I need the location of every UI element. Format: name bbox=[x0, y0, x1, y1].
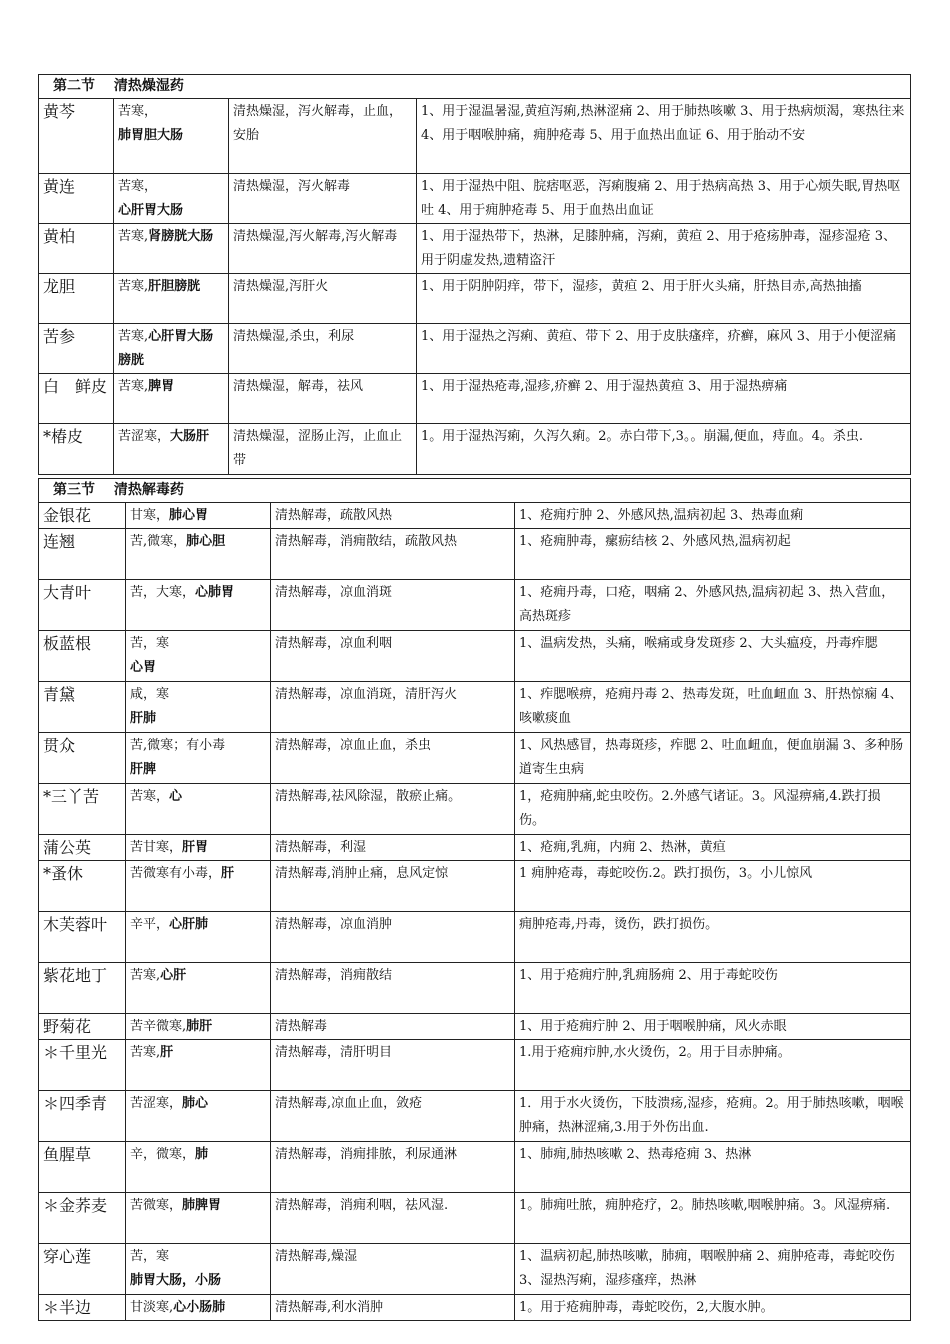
nature-cell bbox=[126, 503, 271, 529]
action-cell: 清热解毒，凉血消斑，清肝泻火 bbox=[271, 682, 515, 733]
indication-cell: 1、温病发热，头痛，喉痛或身发斑疹 2、大头瘟疫，丹毒痄腮 bbox=[515, 631, 911, 682]
channel-text: 脾胃 bbox=[148, 379, 175, 394]
herb-name: 鱼腥草 bbox=[39, 1142, 126, 1193]
taste-text: 苦甘寒， bbox=[130, 840, 183, 855]
taste-text: 甘淡寒, bbox=[130, 1300, 174, 1315]
table-row bbox=[39, 1295, 911, 1321]
table-row bbox=[39, 1193, 911, 1244]
action-cell: 清热解毒，消痈散结 bbox=[271, 963, 515, 1014]
action-cell: 清热燥湿,杀虫，利尿 bbox=[229, 324, 417, 374]
channel-text: 肺 bbox=[195, 1147, 209, 1162]
indication-cell: 1、温病初起,肺热咳嗽，肺痈，咽喉肿痛 2、痈肿疮毒，毒蛇咬伤 3、湿热泻痢，湿疹瘙痒，热淋 bbox=[515, 1244, 911, 1295]
table-row bbox=[39, 912, 911, 963]
nature-cell bbox=[126, 1040, 271, 1091]
action-cell: 清热解毒，凉血消肿 bbox=[271, 912, 515, 963]
action-cell: 清热燥湿,泻肝火 bbox=[229, 274, 417, 324]
table-row bbox=[39, 963, 911, 1014]
section-title: 第二节 清热燥湿药 bbox=[39, 75, 911, 99]
nature-cell bbox=[114, 374, 229, 424]
nature-cell bbox=[126, 784, 271, 835]
nature-cell bbox=[126, 580, 271, 631]
indication-cell: 1、用于湿热疮毒,湿疹,疥癣 2、用于湿热黄疸 3、用于湿热痹痛 bbox=[417, 374, 911, 424]
channel-text: 肺心 bbox=[182, 1096, 209, 1111]
table-section-2 bbox=[38, 74, 911, 475]
table-row bbox=[39, 631, 911, 682]
indication-cell: 1、用于湿热带下，热淋，足膝肿痛，泻痢，黄疸 2、用于疮疡肿毒，湿疹湿疮 3、用于阴虚发热,遗精盗汗 bbox=[417, 224, 911, 274]
taste-text: 苦寒, bbox=[118, 379, 149, 394]
taste-text: 苦寒， bbox=[130, 789, 170, 804]
nature-cell bbox=[114, 424, 229, 475]
nature-cell bbox=[126, 1142, 271, 1193]
taste-text: 苦寒, bbox=[118, 279, 149, 294]
taste-text: 苦涩寒， bbox=[130, 1096, 183, 1111]
action-cell: 清热解毒，凉血消斑 bbox=[271, 580, 515, 631]
table-row bbox=[39, 374, 911, 424]
action-cell: 清热解毒，清肝明目 bbox=[271, 1040, 515, 1091]
action-cell: 清热解毒，消痈利咽，祛风湿. bbox=[271, 1193, 515, 1244]
channel-text: 肝 bbox=[160, 1045, 174, 1060]
taste-text: 苦,微寒；有小毒 bbox=[130, 738, 226, 753]
indication-cell: 1、肺痈,肺热咳嗽 2、热毒疮痈 3、热淋 bbox=[515, 1142, 911, 1193]
nature-cell bbox=[126, 682, 271, 733]
table-row bbox=[39, 1014, 911, 1040]
action-cell: 清热燥湿，泻火解毒，止血，安胎 bbox=[229, 99, 417, 174]
herb-name: 金银花 bbox=[39, 503, 126, 529]
table-row bbox=[39, 529, 911, 580]
channel-text: 肝胃 bbox=[182, 840, 209, 855]
nature-cell bbox=[126, 529, 271, 580]
nature-cell bbox=[126, 1091, 271, 1142]
herb-name: 龙胆 bbox=[39, 274, 114, 324]
nature-cell bbox=[126, 1295, 271, 1321]
table-row bbox=[39, 324, 911, 374]
nature-cell bbox=[114, 224, 229, 274]
indication-cell: 1.用于疮痈疖肿,水火烫伤，2。用于目赤肿痛。 bbox=[515, 1040, 911, 1091]
indication-cell: 1。用于湿热泻痢，久泻久痢。2。赤白带下,3。。崩漏,便血，痔血。4。杀虫. bbox=[417, 424, 911, 475]
herb-name: 穿心莲 bbox=[39, 1244, 126, 1295]
action-cell: 清热燥湿，涩肠止泻，止血止带 bbox=[229, 424, 417, 475]
nature-cell bbox=[126, 963, 271, 1014]
herb-name: 黄柏 bbox=[39, 224, 114, 274]
nature-cell bbox=[114, 99, 229, 174]
taste-text: 苦辛微寒, bbox=[130, 1019, 187, 1034]
table-row bbox=[39, 174, 911, 224]
table-row bbox=[39, 1142, 911, 1193]
table-row bbox=[39, 99, 911, 174]
indication-cell: 1。肺痈吐脓，痈肿疮疗，2。肺热咳嗽,咽喉肿痛。3。风湿痹痛. bbox=[515, 1193, 911, 1244]
taste-text: 苦,微寒， bbox=[130, 534, 187, 549]
channel-text: 心肺胃 bbox=[195, 585, 235, 600]
taste-text: 苦，寒 bbox=[130, 1249, 170, 1264]
indication-cell: 1、用于湿热中阻、脘痞呕恶，泻痢腹痛 2、用于热病高热 3、用于心烦失眠,胃热呕吐 4、用于痈肿疮毒 5、用于血热出血证 bbox=[417, 174, 911, 224]
indication-cell: 1、疮痈丹毒，口疮，咽痛 2、外感风热,温病初起 3、热入营血，高热斑疹 bbox=[515, 580, 911, 631]
herb-name: 连翘 bbox=[39, 529, 126, 580]
herb-name: 黄连 bbox=[39, 174, 114, 224]
action-cell: 清热解毒，消痈散结，疏散风热 bbox=[271, 529, 515, 580]
action-cell: 清热解毒,祛风除湿，散瘀止痛。 bbox=[271, 784, 515, 835]
channel-text: 肝肺 bbox=[130, 711, 157, 726]
taste-text: 辛平， bbox=[130, 917, 170, 932]
herb-name: 蒲公英 bbox=[39, 835, 126, 861]
channel-text: 心肝胃大肠 bbox=[118, 203, 184, 218]
nature-cell bbox=[126, 733, 271, 784]
indication-cell: 1、用于阴肿阴痒，带下，湿疹，黄疸 2、用于肝火头痛，肝热目赤,高热抽搐 bbox=[417, 274, 911, 324]
taste-text: 辛，微寒， bbox=[130, 1147, 196, 1162]
action-cell: 清热燥湿，解毒，祛风 bbox=[229, 374, 417, 424]
herb-name: 白 鲜皮 bbox=[39, 374, 114, 424]
indication-cell: 1、用于疮痈疔肿 2、用于咽喉肿痛，风火赤眼 bbox=[515, 1014, 911, 1040]
table-row bbox=[39, 1244, 911, 1295]
indication-cell: 1、风热感冒，热毒斑疹，痄腮 2、吐血衄血，便血崩漏 3、多种肠道寄生虫病 bbox=[515, 733, 911, 784]
herb-name: ＊千里光 bbox=[39, 1040, 126, 1091]
channel-text: 心 bbox=[169, 789, 183, 804]
nature-cell bbox=[126, 912, 271, 963]
table-row bbox=[39, 424, 911, 475]
action-cell: 清热解毒,利水消肿 bbox=[271, 1295, 515, 1321]
channel-text: 心小肠肺 bbox=[173, 1300, 226, 1315]
nature-cell bbox=[114, 274, 229, 324]
indication-cell: 1、用于湿温暑湿,黄疸泻痢,热淋涩痛 2、用于肺热咳嗽 3、用于热病烦渴，寒热往来 4、用于咽喉肿痛，痈肿疮毒 5、用于血热出血证 6、用于胎动不安 bbox=[417, 99, 911, 174]
channel-text: 肝脾 bbox=[130, 762, 157, 777]
action-cell: 清热解毒 bbox=[271, 1014, 515, 1040]
taste-text: 苦寒， bbox=[118, 179, 158, 194]
indication-cell: 1．用于水火烫伤，下肢溃疡,湿疹，疮痈。2。用于肺热咳嗽，咽喉肿痛，热淋涩痛,3.用于外伤出血. bbox=[515, 1091, 911, 1142]
action-cell: 清热解毒,凉血止血，敛疮 bbox=[271, 1091, 515, 1142]
channel-text: 肝 bbox=[221, 866, 235, 881]
nature-cell bbox=[126, 1244, 271, 1295]
herb-name: 青黛 bbox=[39, 682, 126, 733]
indication-cell: 1、疮痈,乳痈，内痈 2、热淋，黄疸 bbox=[515, 835, 911, 861]
herb-name: *蚤休 bbox=[39, 861, 126, 912]
action-cell: 清热解毒，利湿 bbox=[271, 835, 515, 861]
channel-text: 心肝肺 bbox=[169, 917, 209, 932]
indication-cell: 1、疮痈肿毒，瘰疬结核 2、外感风热,温病初起 bbox=[515, 529, 911, 580]
herb-name: *椿皮 bbox=[39, 424, 114, 475]
herb-name: ＊四季青 bbox=[39, 1091, 126, 1142]
taste-text: 咸，寒 bbox=[130, 687, 170, 702]
indication-cell: 1、用于湿热之泻痢、黄疸、带下 2、用于皮肤瘙痒，疥癣，麻风 3、用于小便涩痛 bbox=[417, 324, 911, 374]
taste-text: 苦微寒有小毒， bbox=[130, 866, 222, 881]
herb-name: ＊金荞麦 bbox=[39, 1193, 126, 1244]
herb-name: 野菊花 bbox=[39, 1014, 126, 1040]
taste-text: 苦涩寒， bbox=[118, 429, 171, 444]
nature-cell bbox=[126, 631, 271, 682]
table-row bbox=[39, 1040, 911, 1091]
channel-text: 心胃 bbox=[130, 660, 157, 675]
channel-text: 肾膀胱大肠 bbox=[148, 229, 214, 244]
table-row bbox=[39, 861, 911, 912]
channel-text: 肺胃大肠，小肠 bbox=[130, 1273, 222, 1288]
action-cell: 清热解毒，凉血利咽 bbox=[271, 631, 515, 682]
channel-text: 肺心胃 bbox=[169, 508, 209, 523]
channel-text: 心肝 bbox=[160, 968, 187, 983]
taste-text: 苦寒, bbox=[118, 229, 149, 244]
indication-cell: 痈肿疮毒,丹毒，烫伤，跌打损伤。 bbox=[515, 912, 911, 963]
indication-cell: 1、疮痈疔肿 2、外感风热,温病初起 3、热毒血痢 bbox=[515, 503, 911, 529]
action-cell: 清热燥湿，泻火解毒 bbox=[229, 174, 417, 224]
channel-text: 肺胃胆大肠 bbox=[118, 128, 184, 143]
nature-cell bbox=[126, 1193, 271, 1244]
table-row bbox=[39, 835, 911, 861]
table-row bbox=[39, 224, 911, 274]
channel-text: 大肠肝 bbox=[170, 429, 210, 444]
herb-name: *三丫苦 bbox=[39, 784, 126, 835]
indication-cell: 1，疮痈肿痛,蛇虫咬伤。2.外感气诸证。3。风湿痹痛,4.跌打损伤。 bbox=[515, 784, 911, 835]
herb-name: 黄芩 bbox=[39, 99, 114, 174]
channel-text: 肺脾胃 bbox=[182, 1198, 222, 1213]
nature-cell bbox=[126, 861, 271, 912]
taste-text: 苦寒， bbox=[118, 104, 158, 119]
section-title: 第三节 清热解毒药 bbox=[39, 479, 911, 503]
taste-text: 苦，大寒， bbox=[130, 585, 196, 600]
indication-cell: 1、用于疮痈疔肿,乳痈肠痈 2、用于毒蛇咬伤 bbox=[515, 963, 911, 1014]
table-row bbox=[39, 784, 911, 835]
table-row bbox=[39, 733, 911, 784]
action-cell: 清热解毒，疏散风热 bbox=[271, 503, 515, 529]
taste-text: 苦微寒， bbox=[130, 1198, 183, 1213]
action-cell: 清热燥湿,泻火解毒,泻火解毒 bbox=[229, 224, 417, 274]
action-cell: 清热解毒,消肿止痛，息风定惊 bbox=[271, 861, 515, 912]
taste-text: 甘寒， bbox=[130, 508, 170, 523]
herb-name: 紫花地丁 bbox=[39, 963, 126, 1014]
table-row bbox=[39, 274, 911, 324]
nature-cell bbox=[126, 1014, 271, 1040]
nature-cell bbox=[114, 324, 229, 374]
taste-text: 苦寒, bbox=[118, 329, 149, 344]
indication-cell: 1、痄腮喉痹，疮痈丹毒 2、热毒发斑，吐血衄血 3、肝热惊痫 4、咳嗽痰血 bbox=[515, 682, 911, 733]
action-cell: 清热解毒，凉血止血，杀虫 bbox=[271, 733, 515, 784]
table-row bbox=[39, 503, 911, 529]
table-section-3 bbox=[38, 478, 911, 1321]
indication-cell: 1。用于疮痈肿毒，毒蛇咬伤，2,大腹水肿。 bbox=[515, 1295, 911, 1321]
herb-name: 大青叶 bbox=[39, 580, 126, 631]
herb-name: 苦参 bbox=[39, 324, 114, 374]
nature-cell bbox=[114, 174, 229, 224]
table-row bbox=[39, 682, 911, 733]
table-row bbox=[39, 1091, 911, 1142]
taste-text: 苦寒, bbox=[130, 968, 161, 983]
channel-text: 心肝胃大肠膀胱 bbox=[118, 329, 214, 368]
taste-text: 苦，寒 bbox=[130, 636, 170, 651]
herb-name: ＊半边 bbox=[39, 1295, 126, 1321]
action-cell: 清热解毒,燥湿 bbox=[271, 1244, 515, 1295]
nature-cell bbox=[126, 835, 271, 861]
channel-text: 肺肝 bbox=[186, 1019, 213, 1034]
channel-text: 肺心胆 bbox=[186, 534, 226, 549]
herb-name: 木芙蓉叶 bbox=[39, 912, 126, 963]
channel-text: 肝胆膀胱 bbox=[148, 279, 201, 294]
herb-name: 贯众 bbox=[39, 733, 126, 784]
herb-name: 板蓝根 bbox=[39, 631, 126, 682]
table-row bbox=[39, 580, 911, 631]
indication-cell: 1 痈肿疮毒，毒蛇咬伤.2。跌打损伤，3。小儿惊风 bbox=[515, 861, 911, 912]
taste-text: 苦寒, bbox=[130, 1045, 161, 1060]
action-cell: 清热解毒，消痈排脓，利尿通淋 bbox=[271, 1142, 515, 1193]
